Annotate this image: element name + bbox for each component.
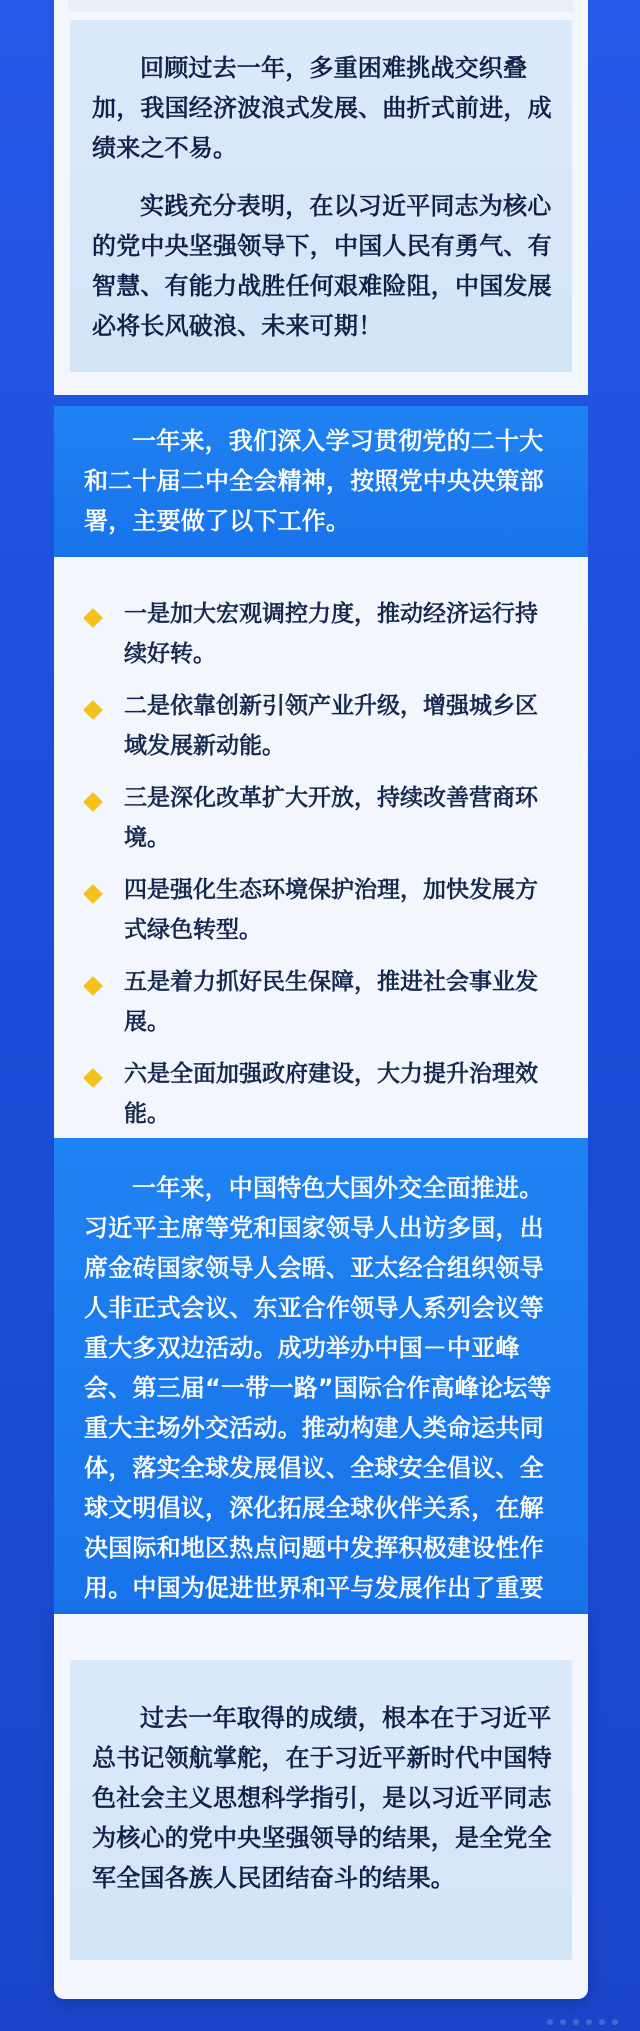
dot-icon xyxy=(573,2019,579,2025)
decorative-dot-row xyxy=(547,2019,618,2025)
diplomacy-text-block xyxy=(84,1168,558,1666)
dot-icon xyxy=(612,2019,618,2025)
diplomacy-paragraph: 一年来，中国特色大国外交全面推进。习近平主席等党和国家领导人出访多国，出席金砖国家领导人会晤、亚太经合组织领导人非正式会议、东亚合作领导人系列会议等重大多双边活动。成功举办中国－中亚峰会、第三届“一带一路”国际合作高峰论坛等重大主场外交活动。推动构建人类命运共同体，落实全球发展倡议、全球安全倡议、全球文明倡议，深化拓展全球伙伴关系，在解决国际和地区热点问题中发挥积极建设性作用。中国为促进世界和平与发展作出了重要 xyxy=(84,1174,552,1602)
task-item-text: 五是着力抓好民生保障，推进社会事业发展。 xyxy=(124,968,538,1035)
dot-icon xyxy=(560,2019,566,2025)
task-item-3 xyxy=(86,778,556,858)
task-item-text: 一是加大宏观调控力度，推动经济运行持续好转。 xyxy=(124,600,538,667)
task-item-6 xyxy=(86,1054,556,1134)
top-card-edge xyxy=(68,0,574,12)
diamond-bullet-icon xyxy=(83,884,103,904)
task-item-text: 六是全面加强政府建设，大力提升治理效能。 xyxy=(124,1060,538,1127)
task-item-5 xyxy=(86,962,556,1042)
diamond-bullet-icon xyxy=(83,976,103,996)
top-paragraph-1: 回顾过去一年，多重困难挑战交织叠加，我国经济波浪式发展、曲折式前进，成绩来之不易。 xyxy=(92,54,552,162)
task-item-1 xyxy=(86,594,556,674)
summary-paragraph: 过去一年取得的成绩，根本在于习近平总书记领航掌舵，在于习近平新时代中国特色社会主义思想科学指引，是以习近平同志为核心的党中央坚强领导的结果，是全党全军全国各族人民团结奋斗的结果。 xyxy=(92,1704,552,1892)
diamond-bullet-icon xyxy=(83,700,103,720)
task-item-4 xyxy=(86,870,556,950)
intro-text-block xyxy=(84,421,558,559)
task-item-text: 四是强化生态环境保护治理，加快发展方式绿色转型。 xyxy=(124,876,538,943)
dot-icon xyxy=(599,2019,605,2025)
diamond-bullet-icon xyxy=(83,608,103,628)
task-item-text: 三是深化改革扩大开放，持续改善营商环境。 xyxy=(124,784,538,851)
diamond-bullet-icon xyxy=(83,792,103,812)
top-text-block xyxy=(92,48,552,364)
summary-text-block xyxy=(92,1698,552,1916)
dot-icon xyxy=(547,2019,553,2025)
task-item-text: 二是依靠创新引领产业升级，增强城乡区域发展新动能。 xyxy=(124,692,538,759)
task-list xyxy=(86,594,556,1146)
diamond-bullet-icon xyxy=(83,1068,103,1088)
intro-paragraph: 一年来，我们深入学习贯彻党的二十大和二十届二中全会精神，按照党中央决策部署，主要做了以下工作。 xyxy=(84,427,544,535)
dot-icon xyxy=(586,2019,592,2025)
task-item-2 xyxy=(86,686,556,766)
top-paragraph-2: 实践充分表明，在以习近平同志为核心的党中央坚强领导下，中国人民有勇气、有智慧、有能力战胜任何艰难险阻，中国发展必将长风破浪、未来可期！ xyxy=(92,192,552,340)
